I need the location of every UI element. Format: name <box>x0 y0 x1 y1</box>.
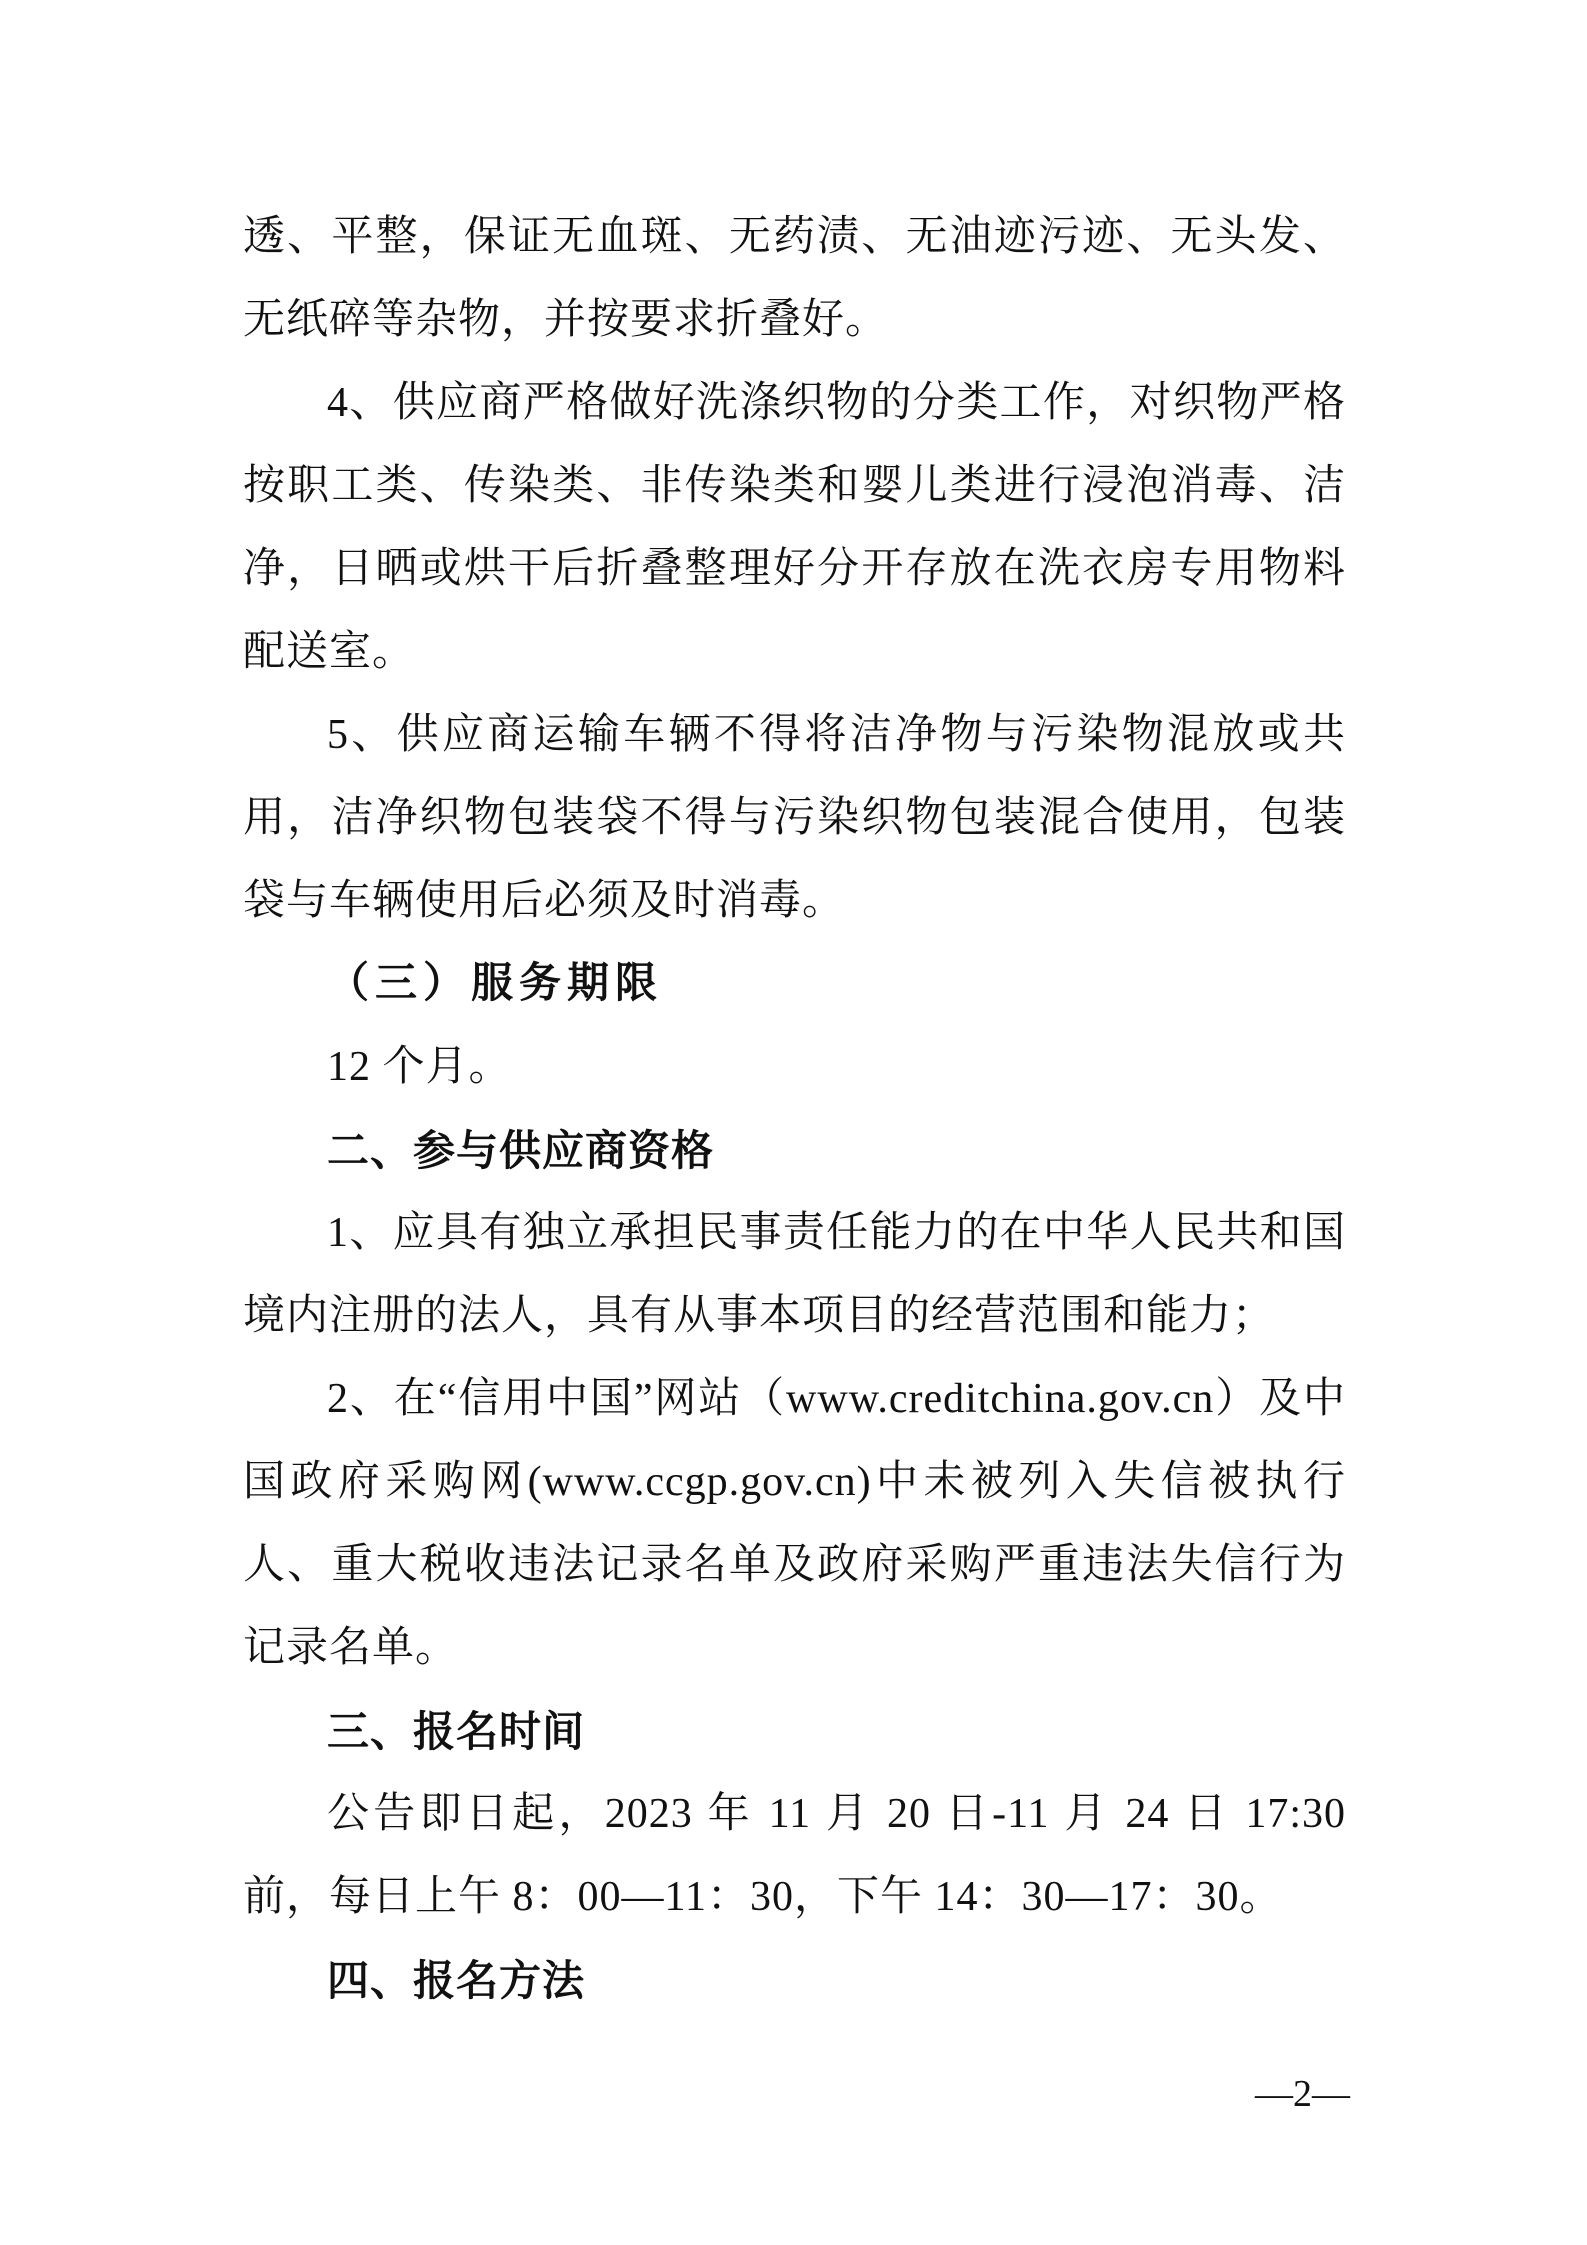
heading-service-period: （三）服务期限 <box>327 961 664 1007</box>
document-body <box>243 196 1346 2022</box>
paragraph-registration-time: 公告即日起，2023 年 11 月 20 日-11 月 24 日 17:30 前，每日上午 8：00—11：30，下午 14：30—17：30。 <box>243 1791 1346 1920</box>
paragraph-qualification-2: 2、在“信用中国”网站（www.creditchina.gov.cn）及中国政府采购网(www.ccgp.gov.cn)中未被列入失信被执行人、重大税收违法记录名单及政府采购严重违法失信行为记录名单。 <box>243 1376 1346 1671</box>
page-number: —2— <box>1255 2073 1350 2115</box>
paragraph-item-4: 4、供应商严格做好洗涤织物的分类工作，对织物严格按职工类、传染类、非传染类和婴儿类进行浸泡消毒、洁净，日晒或烘干后折叠整理好分开存放在洗衣房专用物料配送室。 <box>243 380 1346 675</box>
paragraph-item-5: 5、供应商运输车辆不得将洁净物与污染物混放或共用，洁净织物包装袋不得与污染织物包装混合使用，包装袋与车辆使用后必须及时消毒。 <box>243 712 1346 924</box>
paragraph-qualification-1: 1、应具有独立承担民事责任能力的在中华人民共和国境内注册的法人，具有从事本项目的经营范围和能力； <box>243 1210 1346 1339</box>
heading-registration-method: 四、报名方法 <box>327 1957 586 2004</box>
paragraph-service-period-value: 12 个月。 <box>327 1044 512 1090</box>
heading-supplier-qualification: 二、参与供应商资格 <box>327 1127 715 1174</box>
heading-registration-time: 三、报名时间 <box>327 1708 586 1755</box>
paragraph-continuation: 透、平整，保证无血斑、无药渍、无油迹污迹、无头发、无纸碎等杂物，并按要求折叠好。 <box>243 214 1346 343</box>
